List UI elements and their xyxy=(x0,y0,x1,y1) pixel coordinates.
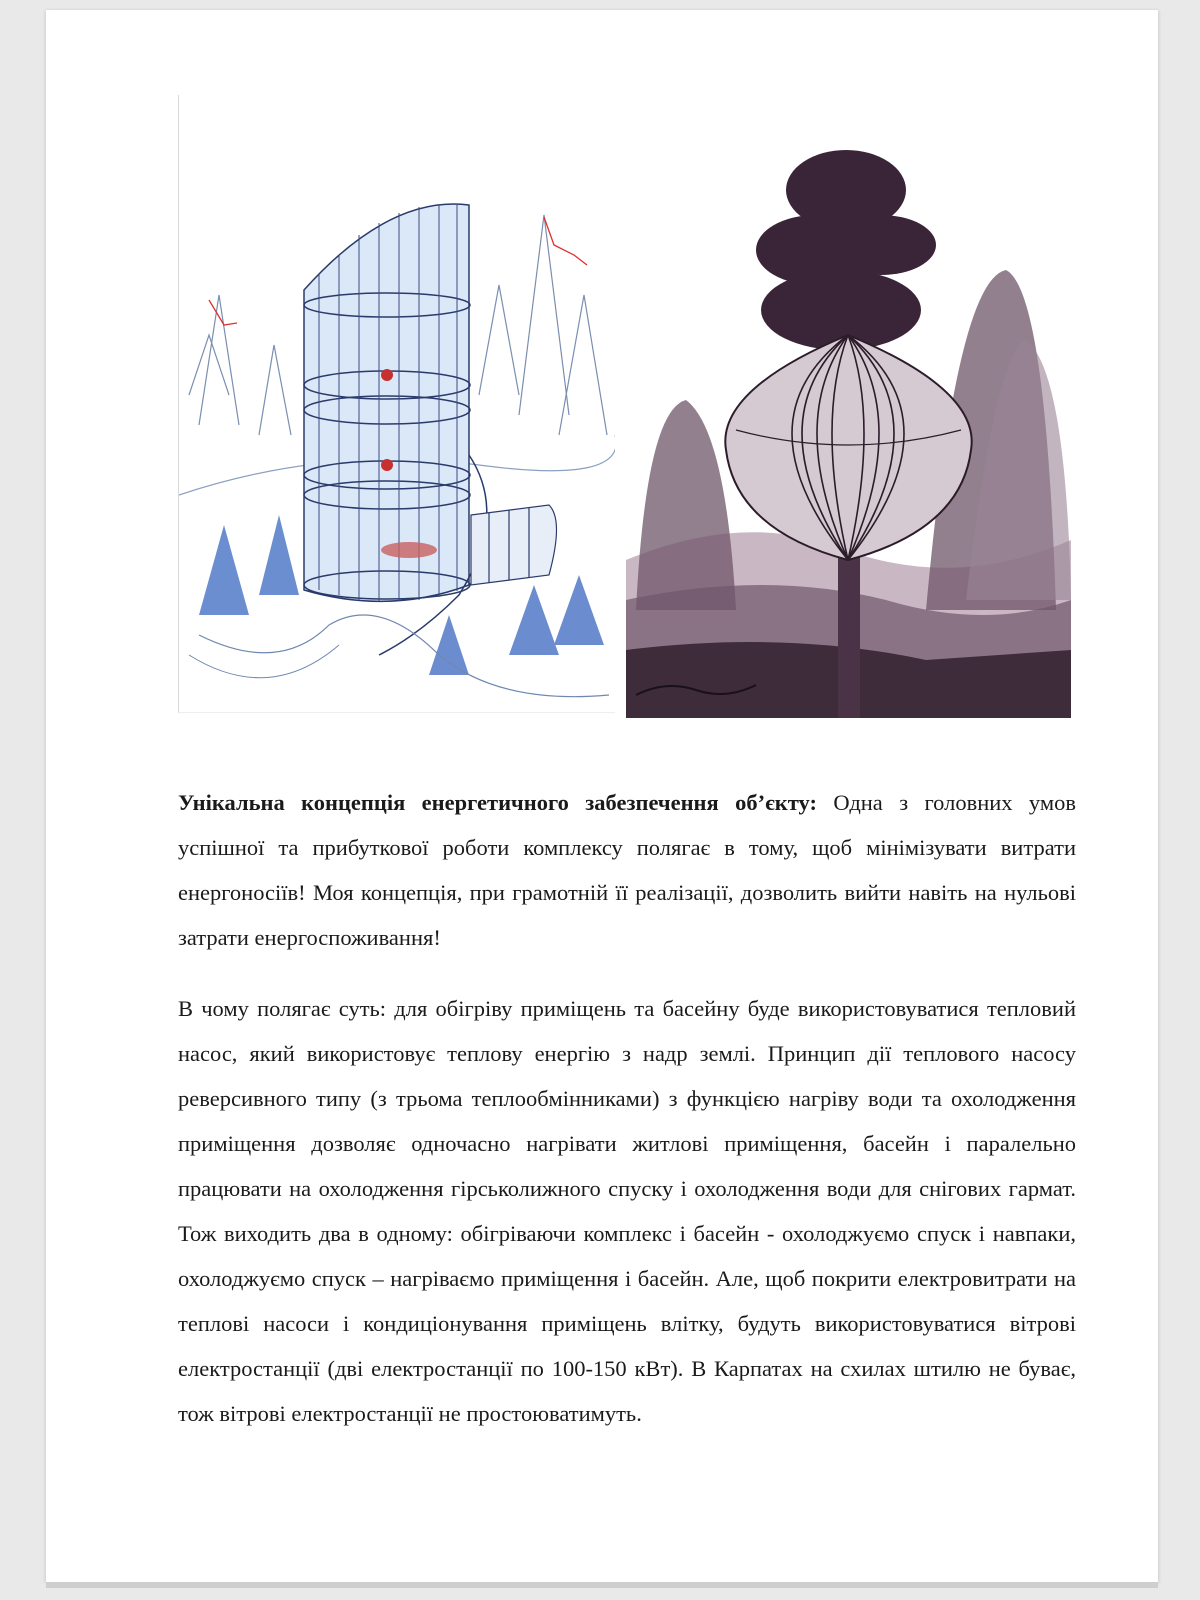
paragraph-body: В чому полягає суть: для обігріву приміщень та басейну буде використовуватися тепловий насос, який використовує теплову енергію з надр землі. Принцип дії теплового насосу реверсивного типу (з трьома теплообмінниками) з функцією нагріву води та охолодження приміщення дозволяє одночасно нагрівати житлові приміщення, басейн і паралельно працювати на охолодження гірськолижного спуску і охолодження води для снігових гармат. Тож виходить два в одному: обігріваючи комплекс і басейн - охолоджуємо спуск і навпаки, охолоджуємо спуск – нагріваємо приміщення і басейн. Але, щоб покрити електровитрати на теплові насоси і кондиціонування приміщень влітку, будуть використовуватися вітрові електростанції (дві електростанції по 100-150 кВт). В Карпатах на схилах штилю не буває, тож вітрові електростанції не простоюватимуть. xyxy=(178,996,1076,1426)
paragraph-heading: Унікальна концепція енергетичного забезпечення об’єкту: xyxy=(178,790,817,815)
tree-pod-sketch xyxy=(626,130,1071,718)
paragraph-heat-pump xyxy=(178,986,1076,1436)
document-page xyxy=(46,10,1158,1582)
glass-tower-sketch xyxy=(178,95,615,713)
page-bottom-edge xyxy=(46,1582,1158,1588)
paragraph-body: Одна з головних умов успішної та прибуткової роботи комплексу полягає в тому, щоб мінімізувати витрати енергоносіїв! Моя концепція, при грамотній її реалізації, дозволить вийти навіть на нульові затрати енергоспоживання! xyxy=(178,790,1076,950)
paragraph-energy-concept xyxy=(178,780,1076,960)
